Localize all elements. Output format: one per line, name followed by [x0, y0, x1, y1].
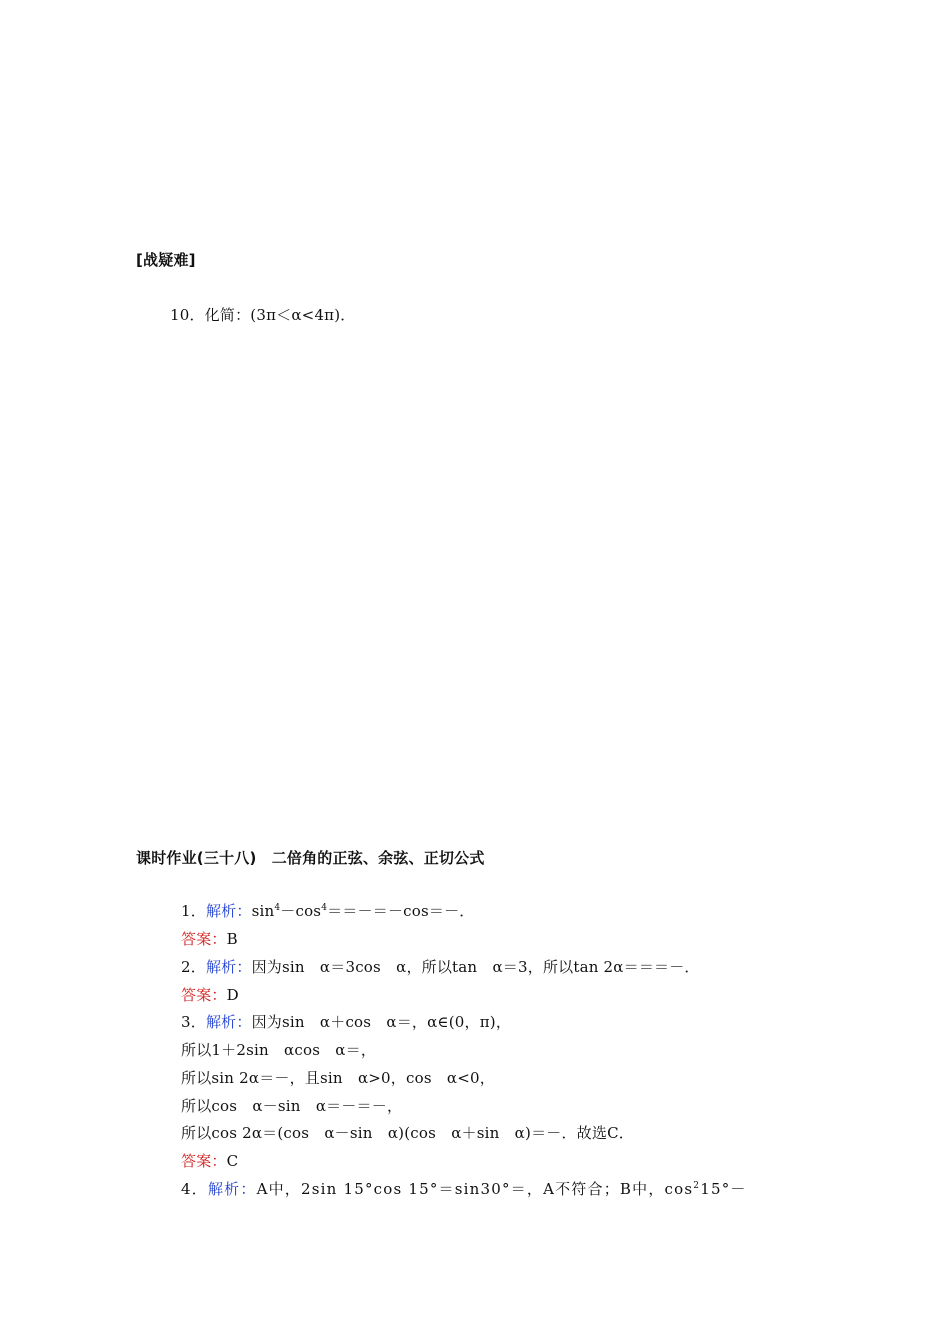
item-number: 4． — [181, 1180, 208, 1198]
worksheet-title: 课时作业(三十八) 二倍角的正弦、余弦、正切公式 — [136, 849, 485, 867]
item-number: 2． — [181, 958, 206, 976]
answer-2-result — [181, 986, 239, 1004]
item-number: 3． — [181, 1013, 206, 1031]
analysis-label: 解析： — [205, 958, 252, 976]
formula-text: ＝＝－＝－cos＝－． — [327, 902, 475, 920]
answer-3-line-4: 所以cos α－sin α＝－＝－， — [181, 1097, 403, 1115]
answer-3-result — [181, 1152, 238, 1170]
analysis-label: 解析： — [205, 902, 252, 920]
answer-label: 答案： — [181, 930, 227, 948]
analysis-text: 因为sin α＝3cos α，所以tan α＝3，所以tan 2α＝＝＝－． — [251, 958, 700, 976]
answer-label: 答案： — [181, 1152, 227, 1170]
answer-4-analysis — [181, 1180, 747, 1198]
analysis-label: 解析： — [207, 1180, 257, 1198]
exponent: 4 — [274, 903, 281, 913]
answer-value: B — [226, 930, 238, 948]
question-10: 10．化简：(3π＜α<4π)． — [170, 306, 356, 324]
answer-label: 答案： — [181, 986, 227, 1004]
section-heading: [战疑难] — [136, 251, 196, 269]
answer-1-analysis — [181, 902, 474, 920]
answer-value: D — [226, 986, 239, 1004]
answer-3-analysis — [181, 1013, 511, 1031]
answer-1-result — [181, 930, 238, 948]
answer-3-line-5: 所以cos 2α＝(cos α－sin α)(cos α＋sin α)＝－．故选C． — [181, 1124, 634, 1142]
analysis-text: 15°－ — [700, 1180, 747, 1198]
formula-text: sin — [251, 902, 275, 920]
analysis-label: 解析： — [205, 1013, 252, 1031]
answer-3-line-2: 所以1＋2sin αcos α＝， — [181, 1041, 377, 1059]
analysis-text: 因为sin α＋cos α＝，α∈(0，π)， — [251, 1013, 512, 1031]
answer-value: C — [226, 1152, 239, 1170]
formula-text: －cos — [280, 902, 322, 920]
analysis-text: A中，2sin 15°cos 15°＝sin30°＝，A不符合；B中，cos — [256, 1180, 694, 1198]
item-number: 1． — [181, 902, 206, 920]
exponent: 4 — [321, 903, 328, 913]
answer-3-line-3: 所以sin 2α＝－，且sin α>0，cos α<0， — [181, 1069, 495, 1087]
exponent: 2 — [693, 1181, 701, 1191]
answer-2-analysis — [181, 958, 700, 976]
